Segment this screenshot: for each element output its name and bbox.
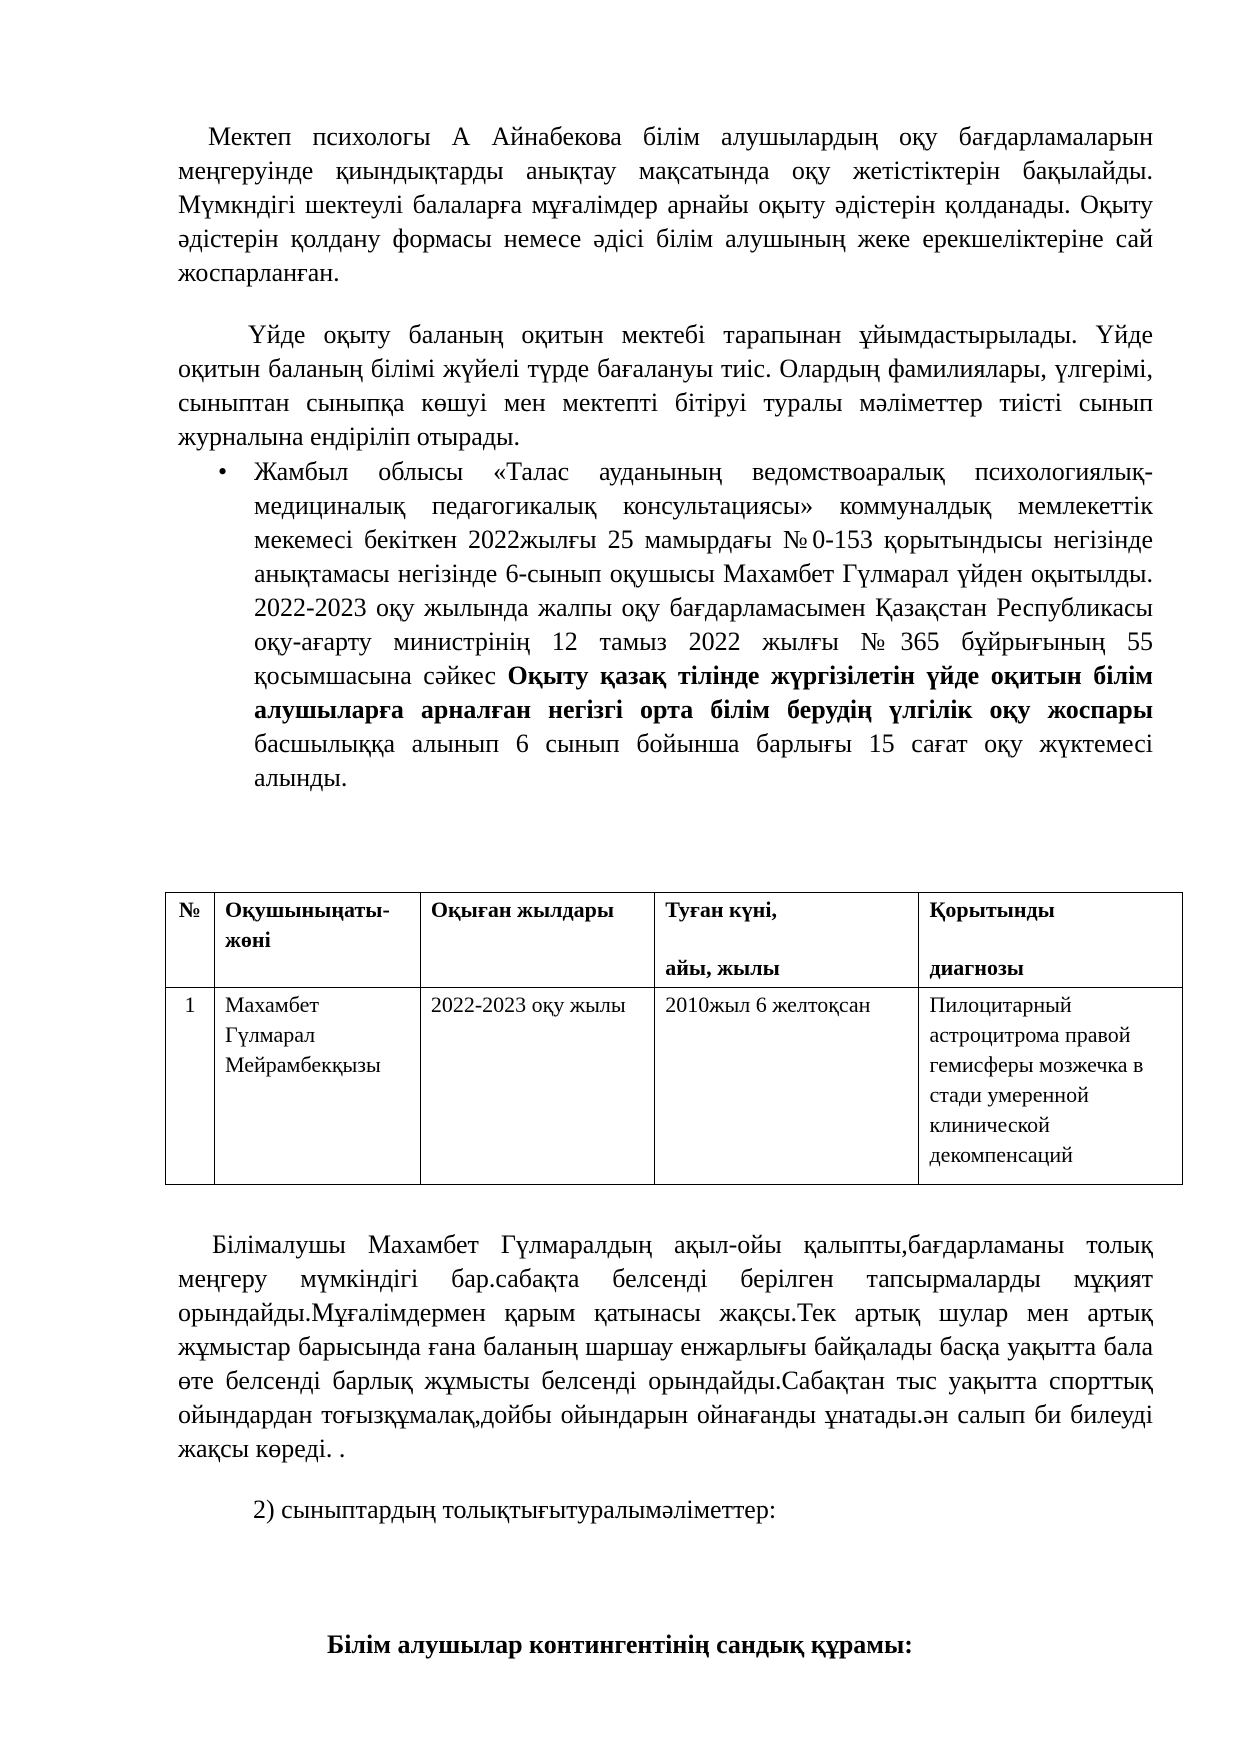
bullet-text-bold: Оқыту қазақ тілінде жүргізілетін үйде оқитын білім алушыларға арналған негізгі орта білім берудің үлгілік оқу жоспары [254, 661, 1154, 724]
header-name: Оқушыныңаты-жөні [214, 893, 420, 988]
header-birth-line2: айы, жылы [665, 955, 780, 980]
cell-birth: 2010жыл 6 желтоқсан [655, 988, 919, 1185]
header-years: Оқыған жылдары [420, 893, 654, 988]
paragraph-home-schooling: Үйде оқыту баланың оқитын мектебі тарапынан ұйымдастырылады. Үйде оқитын баланың білімі жүйелі түрде бағалануы тиіс. Олардың фамилиялары, үлгерімі, сыныптан сыныпқа көшуі мен мектепті бітіруі туралы мәліметтер тиісті сынып журналына ендіріліп отырады. [178, 320, 1153, 451]
header-birth-line1: Туған күні, [665, 897, 777, 922]
paragraph-student-characteristics: Білімалушы Махамбет Гүлмаралдың ақыл-ойы қалыпты,бағдарламаны толық меңгеру мүмкіндігі бар.сабақта белсенді берілген тапсырмаларды мұқият орындайды.Мұғалімдермен қарым қатынасы жақсы.Тек артық шулар мен артық жұмыстар барысында ғана баланың шаршау енжарлығы байқалады басқа уақытта бала өте белсенді барлық жұмысты белсенді орындайды.Сабақтан тыс уақытта спорттық ойындардан тоғызқұмалақ,дойбы ойындарын ойнағанды ұнатады.ән салып би билеуді жақсы көреді. . [178, 1230, 1153, 1463]
table-header-row [166, 893, 1183, 988]
student-table [165, 892, 1183, 1185]
header-diag-line2: диагнозы [929, 955, 1024, 980]
section-heading: Білім алушылар контингентінің сандық құрамы: [327, 1630, 913, 1659]
list-item-class-completeness: 2) сыныптардың толықтығытуралымәліметтер: [253, 1495, 777, 1524]
cell-diag: Пилоцитарный астроцитрома правой гемисферы мозжечка в стади умеренной клинической декомпенсаций [919, 988, 1183, 1185]
header-num: № [166, 893, 215, 988]
paragraph-psychologist: Мектеп психологы А Айнабекова білім алушылардың оқу бағдарламаларын меңгеруінде қиындықтарды анықтау мақсатында оқу жетістіктерін бақылайды. Мүмкндігі шектеулі балаларға мұғалімдер арнайы оқыту әдістерін қолданады. Оқыту әдістерін қолдану формасы немесе әдісі білім алушының жеке ерекшеліктеріне сай жоспарланған. [178, 122, 1153, 287]
bullet-text [254, 455, 1153, 795]
header-birth [655, 893, 919, 988]
bullet-text-intro: Жамбыл облысы «Талас ауданының ведомствоаралық психологиялық-медициналық педагогикалық консультациясы» коммуналдық мемлекеттік мекемесі бекіткен 2022жылғы 25 мамырдағы №0-153 қорытындысы негізінде анықтамасы негізінде 6-сынып оқушысы Махамбет Гүлмарал үйден оқытылды. 2022-2023 оқу жылында жалпы оқу бағдарламасымен Қазақстан Республикасы оқу-ағарту министрінің 12 тамыз 2022 жылғы №365 бұйрығының 55 қосымшасына сәйкес [254, 457, 1153, 690]
bullet-icon: • [218, 457, 228, 486]
cell-name: Махамбет Гүлмарал Мейрамбекқызы [214, 988, 420, 1185]
header-diag [919, 893, 1183, 988]
bullet-text-outro: басшылыққа алынып 6 сынып бойынша барлығы 15 сағат оқу жүктемесі алынды. [254, 729, 1153, 792]
header-diag-line1: Қорытынды [929, 897, 1055, 922]
table-row [166, 988, 1183, 1185]
cell-num: 1 [166, 988, 215, 1185]
cell-years: 2022-2023 оқу жылы [420, 988, 654, 1185]
